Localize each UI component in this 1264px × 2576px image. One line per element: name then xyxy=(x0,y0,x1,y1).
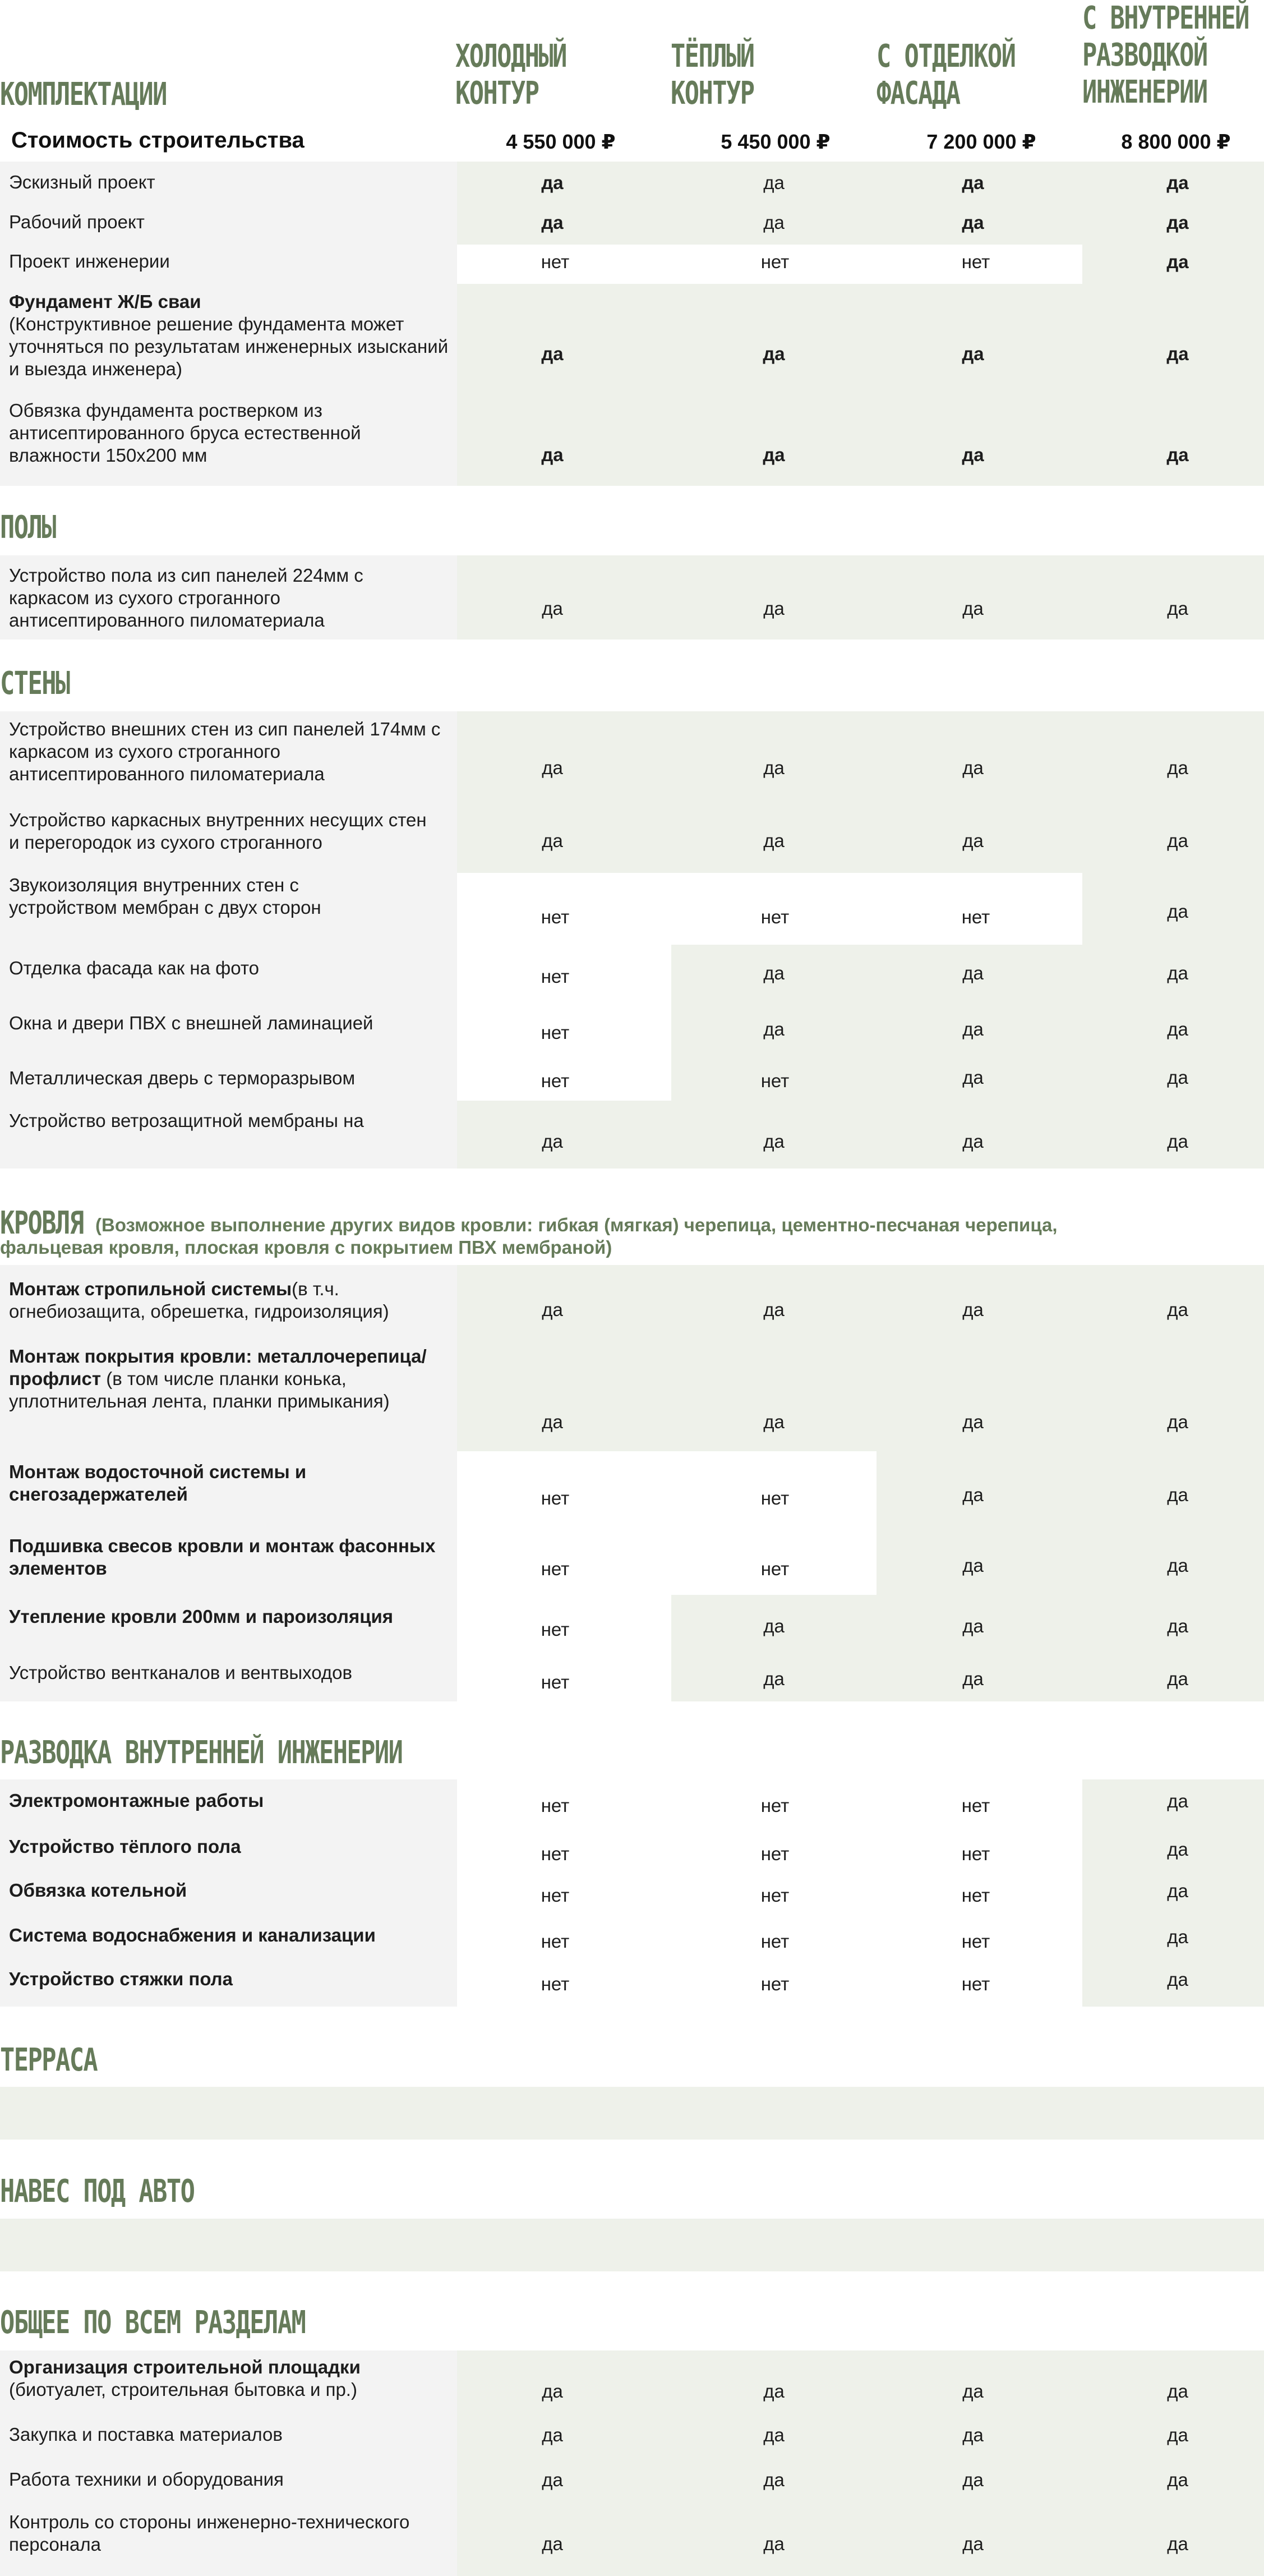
row-uteplenie-label: Утепление кровли 200мм и пароизоляция xyxy=(9,1606,394,1627)
bg-naves xyxy=(0,2219,1264,2271)
v-dver-1: нет xyxy=(541,1070,570,1091)
v-otdelka-1: нет xyxy=(541,966,570,987)
v-rabochiy-2: да xyxy=(763,212,785,233)
v-veter-2: да xyxy=(763,1131,785,1152)
v-tehnika-4: да xyxy=(1167,2469,1188,2490)
v-vodostok-2: нет xyxy=(760,1488,790,1508)
v-stropila-3: да xyxy=(962,1299,984,1320)
v-elektro-3: нет xyxy=(961,1795,990,1816)
price-col1: 4 550 000 ₽ xyxy=(506,130,616,153)
v-kotelnaya-3: нет xyxy=(961,1885,990,1906)
section-naves-title: НАВЕС ПОД АВТО xyxy=(0,2173,195,2210)
row-voda-label: Система водоснабжения и канализации xyxy=(9,1925,376,1945)
row-tehnika-label: Работа техники и оборудования xyxy=(9,2469,284,2490)
v-vnesh-3: да xyxy=(962,757,984,778)
v-vnesh-4: да xyxy=(1167,757,1188,778)
v-eskiz-3: да xyxy=(962,172,984,193)
v-pokrytie-3: да xyxy=(962,1411,984,1432)
v-zvuk-4: да xyxy=(1167,901,1188,922)
v-voda-3: нет xyxy=(961,1931,990,1952)
v-ventkanaly-4: да xyxy=(1167,1668,1188,1689)
v-voda-4: да xyxy=(1167,1926,1188,1947)
v-zvuk-1: нет xyxy=(541,907,570,927)
section-steny-title: СТЕНЫ xyxy=(0,665,70,702)
v-inzh-4: да xyxy=(1166,251,1189,272)
v-styazhka-1: нет xyxy=(541,1974,570,1994)
v-vodostok-3: да xyxy=(962,1484,984,1505)
v-voda-2: нет xyxy=(760,1931,790,1952)
header-col4: С ВНУТРЕННЕЙ РАЗВОДКОЙ ИНЖЕНЕРИИ xyxy=(1082,0,1249,111)
row-org-rest: (биотуалет, строительная бытовка и пр.) xyxy=(9,2379,357,2400)
v-teply-2: нет xyxy=(760,1843,790,1864)
v-karkas-1: да xyxy=(542,830,563,851)
price-col2: 5 450 000 ₽ xyxy=(721,130,831,153)
row-zakupka-label: Закупка и поставка материалов xyxy=(9,2424,283,2445)
header-col2: ТЁПЛЫЙ КОНТУР xyxy=(671,38,754,112)
row-veter-label: Устройство ветрозащитной мембраны на xyxy=(9,1110,364,1131)
price-col3: 7 200 000 ₽ xyxy=(926,130,1036,153)
row-teply-pol-label: Устройство тёплого пола xyxy=(9,1836,241,1857)
v-fund-3: да xyxy=(962,343,984,364)
v-inzh-1: нет xyxy=(541,251,570,272)
row-pokrytie-label xyxy=(9,1345,458,1413)
row-ventkanaly-label: Устройство вентканалов и вентвыходов xyxy=(9,1662,353,1683)
v-kontrol-3: да xyxy=(962,2533,984,2554)
v-org-1: да xyxy=(542,2381,563,2402)
v-karkas-3: да xyxy=(962,830,984,851)
v-rabochiy-3: да xyxy=(962,212,984,233)
row-vodostok-label: Монтаж водосточной системы и снегозадержателей xyxy=(9,1461,307,1505)
v-kontrol-2: да xyxy=(763,2533,785,2554)
v-vodostok-1: нет xyxy=(541,1488,570,1508)
v-kontrol-1: да xyxy=(542,2533,563,2554)
row-dver-label: Металлическая дверь с терморазрывом xyxy=(9,1068,356,1088)
row-elektro-label: Электромонтажные работы xyxy=(9,1790,264,1811)
v-otdelka-4: да xyxy=(1167,963,1188,983)
v-elektro-1: нет xyxy=(541,1795,570,1816)
v-otdelka-3: да xyxy=(962,963,984,983)
v-karkas-2: да xyxy=(763,830,785,851)
v-dver-4: да xyxy=(1167,1067,1188,1088)
section-krovlya-title: КРОВЛЯ xyxy=(0,1205,84,1241)
row-karkas-steny-label: Устройство каркасных внутренних несущих стен и перегородок из сухого строганного xyxy=(9,809,427,853)
row-fund-title: Фундамент Ж/Б сваи xyxy=(9,291,201,312)
v-zakupka-4: да xyxy=(1167,2425,1188,2445)
row-inzh-label: Проект инженерии xyxy=(9,251,170,272)
v-zakupka-2: да xyxy=(763,2425,785,2445)
v-karkas-4: да xyxy=(1167,830,1188,851)
v-pol-3: да xyxy=(962,598,984,619)
v-ventkanaly-3: да xyxy=(962,1668,984,1689)
v-obvyazka-1: да xyxy=(541,444,564,465)
v-fund-2: да xyxy=(763,343,785,364)
v-stropila-2: да xyxy=(763,1299,785,1320)
v-kotelnaya-1: нет xyxy=(541,1885,570,1906)
section-obshee-title: ОБЩЕЕ ПО ВСЕМ РАЗДЕЛАМ xyxy=(0,2304,306,2341)
v-tehnika-1: да xyxy=(542,2469,563,2490)
section-krovlya-note: (Возможное выполнение других видов кровли: гибкая (мягкая) черепица, цементно-песчаная черепица, фальцевая кровля, плоская кровля с покрытием ПВХ мембраной) xyxy=(0,1215,1058,1258)
v-inzh-3: нет xyxy=(961,251,990,272)
v-ventkanaly-1: нет xyxy=(541,1672,570,1692)
v-eskiz-2: да xyxy=(763,172,785,193)
v-rabochiy-4: да xyxy=(1166,212,1189,233)
v-org-2: да xyxy=(763,2381,785,2402)
section-razvodka-title: РАЗВОДКА ВНУТРЕННЕЙ ИНЖЕНЕРИИ xyxy=(0,1735,403,1771)
v-fund-1: да xyxy=(541,343,564,364)
v-fund-4: да xyxy=(1166,343,1189,364)
v-pol-1: да xyxy=(542,598,563,619)
row-podshiva-label: Подшивка свесов кровли и монтаж фасонных элементов xyxy=(9,1535,436,1579)
row-stropila-rest: (в т.ч. огнебиозащита, обрешетка, гидроизоляция) xyxy=(9,1278,389,1322)
row-zvuk-label: Звукоизоляция внутренних стен с устройством мембран с двух сторон xyxy=(9,875,321,918)
v-obvyazka-3: да xyxy=(962,444,984,465)
row-kontrol-label: Контроль со стороны инженерно-технического персонала xyxy=(9,2511,410,2555)
v-elektro-4: да xyxy=(1167,1791,1188,1811)
bg-terrasa xyxy=(0,2087,1264,2140)
v-uteplenie-2: да xyxy=(763,1616,785,1636)
v-podshiva-4: да xyxy=(1167,1555,1188,1576)
section-poly-title: ПОЛЫ xyxy=(0,509,56,546)
v-pokrytie-1: да xyxy=(542,1411,563,1432)
v-elektro-2: нет xyxy=(760,1795,790,1816)
v-kontrol-4: да xyxy=(1167,2533,1188,2554)
v-otdelka-2: да xyxy=(763,963,785,983)
v-dver-2: нет xyxy=(760,1070,790,1091)
v-tehnika-3: да xyxy=(962,2469,984,2490)
v-obvyazka-2: да xyxy=(763,444,785,465)
v-inzh-2: нет xyxy=(760,251,790,272)
v-okna-3: да xyxy=(962,1019,984,1039)
v-uteplenie-3: да xyxy=(962,1616,984,1636)
v-zvuk-3: нет xyxy=(961,907,990,927)
row-stropila-bold: Монтаж стропильной системы xyxy=(9,1278,292,1299)
v-podshiva-2: нет xyxy=(760,1558,790,1579)
bg-vals-poly xyxy=(457,555,1264,640)
v-podshiva-3: да xyxy=(962,1555,984,1576)
v-obvyazka-4: да xyxy=(1166,444,1189,465)
v-teply-3: нет xyxy=(961,1843,990,1864)
row-kotelnaya-label: Обвязка котельной xyxy=(9,1880,187,1901)
price-col4: 8 800 000 ₽ xyxy=(1121,130,1231,153)
v-vodostok-4: да xyxy=(1167,1484,1188,1505)
row-vnesh-steny-label: Устройство внешних стен из сип панелей 174мм с каркасом из сухого строганного антисептированного пиломатериала xyxy=(9,719,441,784)
v-eskiz-4: да xyxy=(1166,172,1189,193)
v-pol-4: да xyxy=(1167,598,1188,619)
row-otdelka-label: Отделка фасада как на фото xyxy=(9,958,260,978)
row-pokrytie-bold: Монтаж покрытия кровли: металлочерепица/профлист xyxy=(9,1346,427,1389)
v-org-3: да xyxy=(962,2381,984,2402)
v-tehnika-2: да xyxy=(763,2469,785,2490)
v-pol-2: да xyxy=(763,598,785,619)
v-rabochiy-1: да xyxy=(541,212,564,233)
row-rabochiy-label: Рабочий проект xyxy=(9,211,145,232)
v-stropila-4: да xyxy=(1167,1299,1188,1320)
v-kotelnaya-2: нет xyxy=(760,1885,790,1906)
row-eskiz-label: Эскизный проект xyxy=(9,172,155,192)
v-pokrytie-4: да xyxy=(1167,1411,1188,1432)
v-org-4: да xyxy=(1167,2381,1188,2402)
section-terrasa-title: ТЕРРАСА xyxy=(0,2042,98,2078)
v-kotelnaya-4: да xyxy=(1167,1880,1188,1901)
header-col3: С ОТДЕЛКОЙ ФАСАДА xyxy=(877,38,1016,112)
v-veter-1: да xyxy=(542,1131,563,1152)
cost-label: Стоимость строительства xyxy=(11,128,305,153)
v-podshiva-1: нет xyxy=(541,1558,570,1579)
v-zakupka-1: да xyxy=(542,2425,563,2445)
v-styazhka-4: да xyxy=(1167,1969,1188,1990)
v-teply-1: нет xyxy=(541,1843,570,1864)
row-pol-label: Устройство пола из сип панелей 224мм с каркасом из сухого строганного антисептированного пиломатериала xyxy=(9,565,363,631)
v-vnesh-2: да xyxy=(763,757,785,778)
v-zakupka-3: да xyxy=(962,2425,984,2445)
row-fund-label xyxy=(9,291,458,380)
v-zvuk-2: нет xyxy=(760,907,790,927)
v-okna-4: да xyxy=(1167,1019,1188,1039)
v-okna-1: нет xyxy=(541,1022,570,1043)
v-styazhka-3: нет xyxy=(961,1974,990,1994)
v-teply-4: да xyxy=(1167,1839,1188,1860)
row-org-bold: Организация строительной площадки xyxy=(9,2357,361,2377)
row-okna-label: Окна и двери ПВХ с внешней ламинацией xyxy=(9,1013,373,1033)
row-org-label xyxy=(9,2356,446,2401)
v-vnesh-1: да xyxy=(542,757,563,778)
v-uteplenie-4: да xyxy=(1167,1616,1188,1636)
header-komplektacii: КОМПЛЕКТАЦИИ xyxy=(0,76,167,113)
row-obvyazka-label: Обвязка фундамента ростверком из антисептированного бруса естественной влажности 150х200 мм xyxy=(9,400,361,466)
v-styazhka-2: нет xyxy=(760,1974,790,1994)
row-styazhka-label: Устройство стяжки пола xyxy=(9,1968,233,1989)
v-stropila-1: да xyxy=(542,1299,563,1320)
v-uteplenie-1: нет xyxy=(541,1619,570,1640)
v-ventkanaly-2: да xyxy=(763,1668,785,1689)
v-veter-3: да xyxy=(962,1131,984,1152)
v-eskiz-1: да xyxy=(541,172,564,193)
v-veter-4: да xyxy=(1167,1131,1188,1152)
header-col1: ХОЛОДНЫЙ КОНТУР xyxy=(455,38,566,112)
v-pokrytie-2: да xyxy=(763,1411,785,1432)
v-voda-1: нет xyxy=(541,1931,570,1952)
v-okna-2: да xyxy=(763,1019,785,1039)
v-dver-3: да xyxy=(962,1067,984,1088)
row-stropila-label xyxy=(9,1278,435,1323)
row-fund-note: (Конструктивное решение фундамента может уточняться по результатам инженерных изысканий и выезда инженера) xyxy=(9,314,449,379)
row-pokrytie-rest: (в том числе планки конька, уплотнительная лента, планки примыкания) xyxy=(9,1368,390,1411)
